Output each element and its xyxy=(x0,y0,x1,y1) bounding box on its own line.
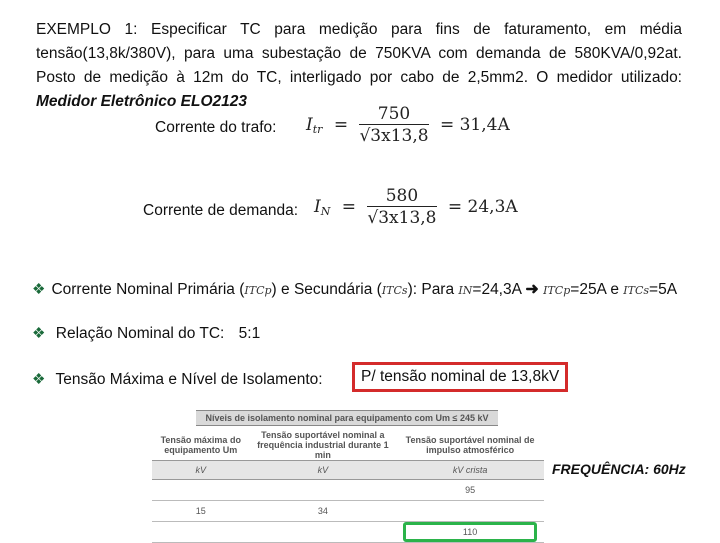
diamond-bullet-icon: ❖ xyxy=(32,325,46,342)
intro-paragraph xyxy=(36,18,682,114)
table-cell: 15 xyxy=(152,501,250,522)
eq1-sub: tr xyxy=(312,123,323,136)
eq2-numerator: 580 xyxy=(367,186,436,207)
eq2-result: = 24,3A xyxy=(447,197,518,217)
table-unit: kV xyxy=(250,461,397,480)
table-body xyxy=(152,430,544,543)
eq2-formula: $I_N$ = $\frac{580}{√3x13,8}$ = 24,3A xyxy=(314,186,518,228)
table-unit: kV crista xyxy=(396,461,544,480)
right-arrow-icon: ➜ xyxy=(525,281,539,298)
eq2-fraction xyxy=(367,186,436,229)
table-header: Tensão máxima do equipamento Um xyxy=(152,430,250,461)
table-cell xyxy=(396,501,544,522)
table-cell xyxy=(152,522,250,543)
diamond-bullet-icon: ❖ xyxy=(32,281,46,298)
eq1-var: I xyxy=(306,115,313,135)
eq1-label: Corrente do trafo: xyxy=(155,119,277,136)
nominal-voltage-highlight: P/ tensão nominal de 13,8kV xyxy=(352,362,568,392)
meter-name: Medidor Eletrônico ELO2123 xyxy=(36,93,248,110)
table-cell xyxy=(250,480,397,501)
table-cell xyxy=(250,522,397,543)
bullet-max-voltage: ❖ Tensão Máxima e Nível de Isolamento: xyxy=(32,371,323,388)
table-cell xyxy=(396,522,544,543)
selected-impulse-value: 110 xyxy=(403,522,537,542)
eq1-denominator: √3x13,8 xyxy=(359,126,429,146)
bullet-nominal-current: ❖ Corrente Nominal Primária (ITCp) e Secundária (ITCs): Para IN=24,3A ➜ ITCp=25A e ITCs=5A xyxy=(32,281,678,298)
insulation-table xyxy=(152,410,544,537)
table-cell: 34 xyxy=(250,501,397,522)
eq1-result: = 31,4A xyxy=(439,115,510,135)
table-header: Tensão suportável nominal a frequência industrial durante 1 min xyxy=(250,430,397,461)
frequency-label: FREQUÊNCIA: 60Hz xyxy=(552,461,686,477)
table-cell xyxy=(152,480,250,501)
table-unit: kV xyxy=(152,461,250,480)
diamond-bullet-icon: ❖ xyxy=(32,371,46,388)
eq2-var: I xyxy=(314,197,321,217)
eq1-fraction xyxy=(359,104,428,147)
eq1-numerator: 750 xyxy=(359,104,428,125)
eq2-label: Corrente de demanda: xyxy=(143,202,299,219)
eq2-sub: N xyxy=(320,205,331,218)
table-cell: 95 xyxy=(396,480,544,501)
eq1-formula: $I_{tr}$ = $\frac{750}{√3x13,8}$ = 31,4A xyxy=(306,104,510,146)
intro-text: EXEMPLO 1: Especificar TC para medição para fins de faturamento, em média tensão(13,8k/380V), para uma subestação de 750KVA com demanda de 580KVA/0,92at. Posto de medição à 12m do TC, interligado por cabo de 2,5mm2. O medidor utilizado: xyxy=(36,21,682,86)
eq2-denominator: √3x13,8 xyxy=(367,208,437,228)
table-title: Níveis de isolamento nominal para equipamento com Um ≤ 245 kV xyxy=(196,410,498,426)
bullet-ratio: ❖ Relação Nominal do TC: 5:1 xyxy=(32,325,261,342)
table-header: Tensão suportável nominal de impulso atmosférico xyxy=(396,430,544,461)
